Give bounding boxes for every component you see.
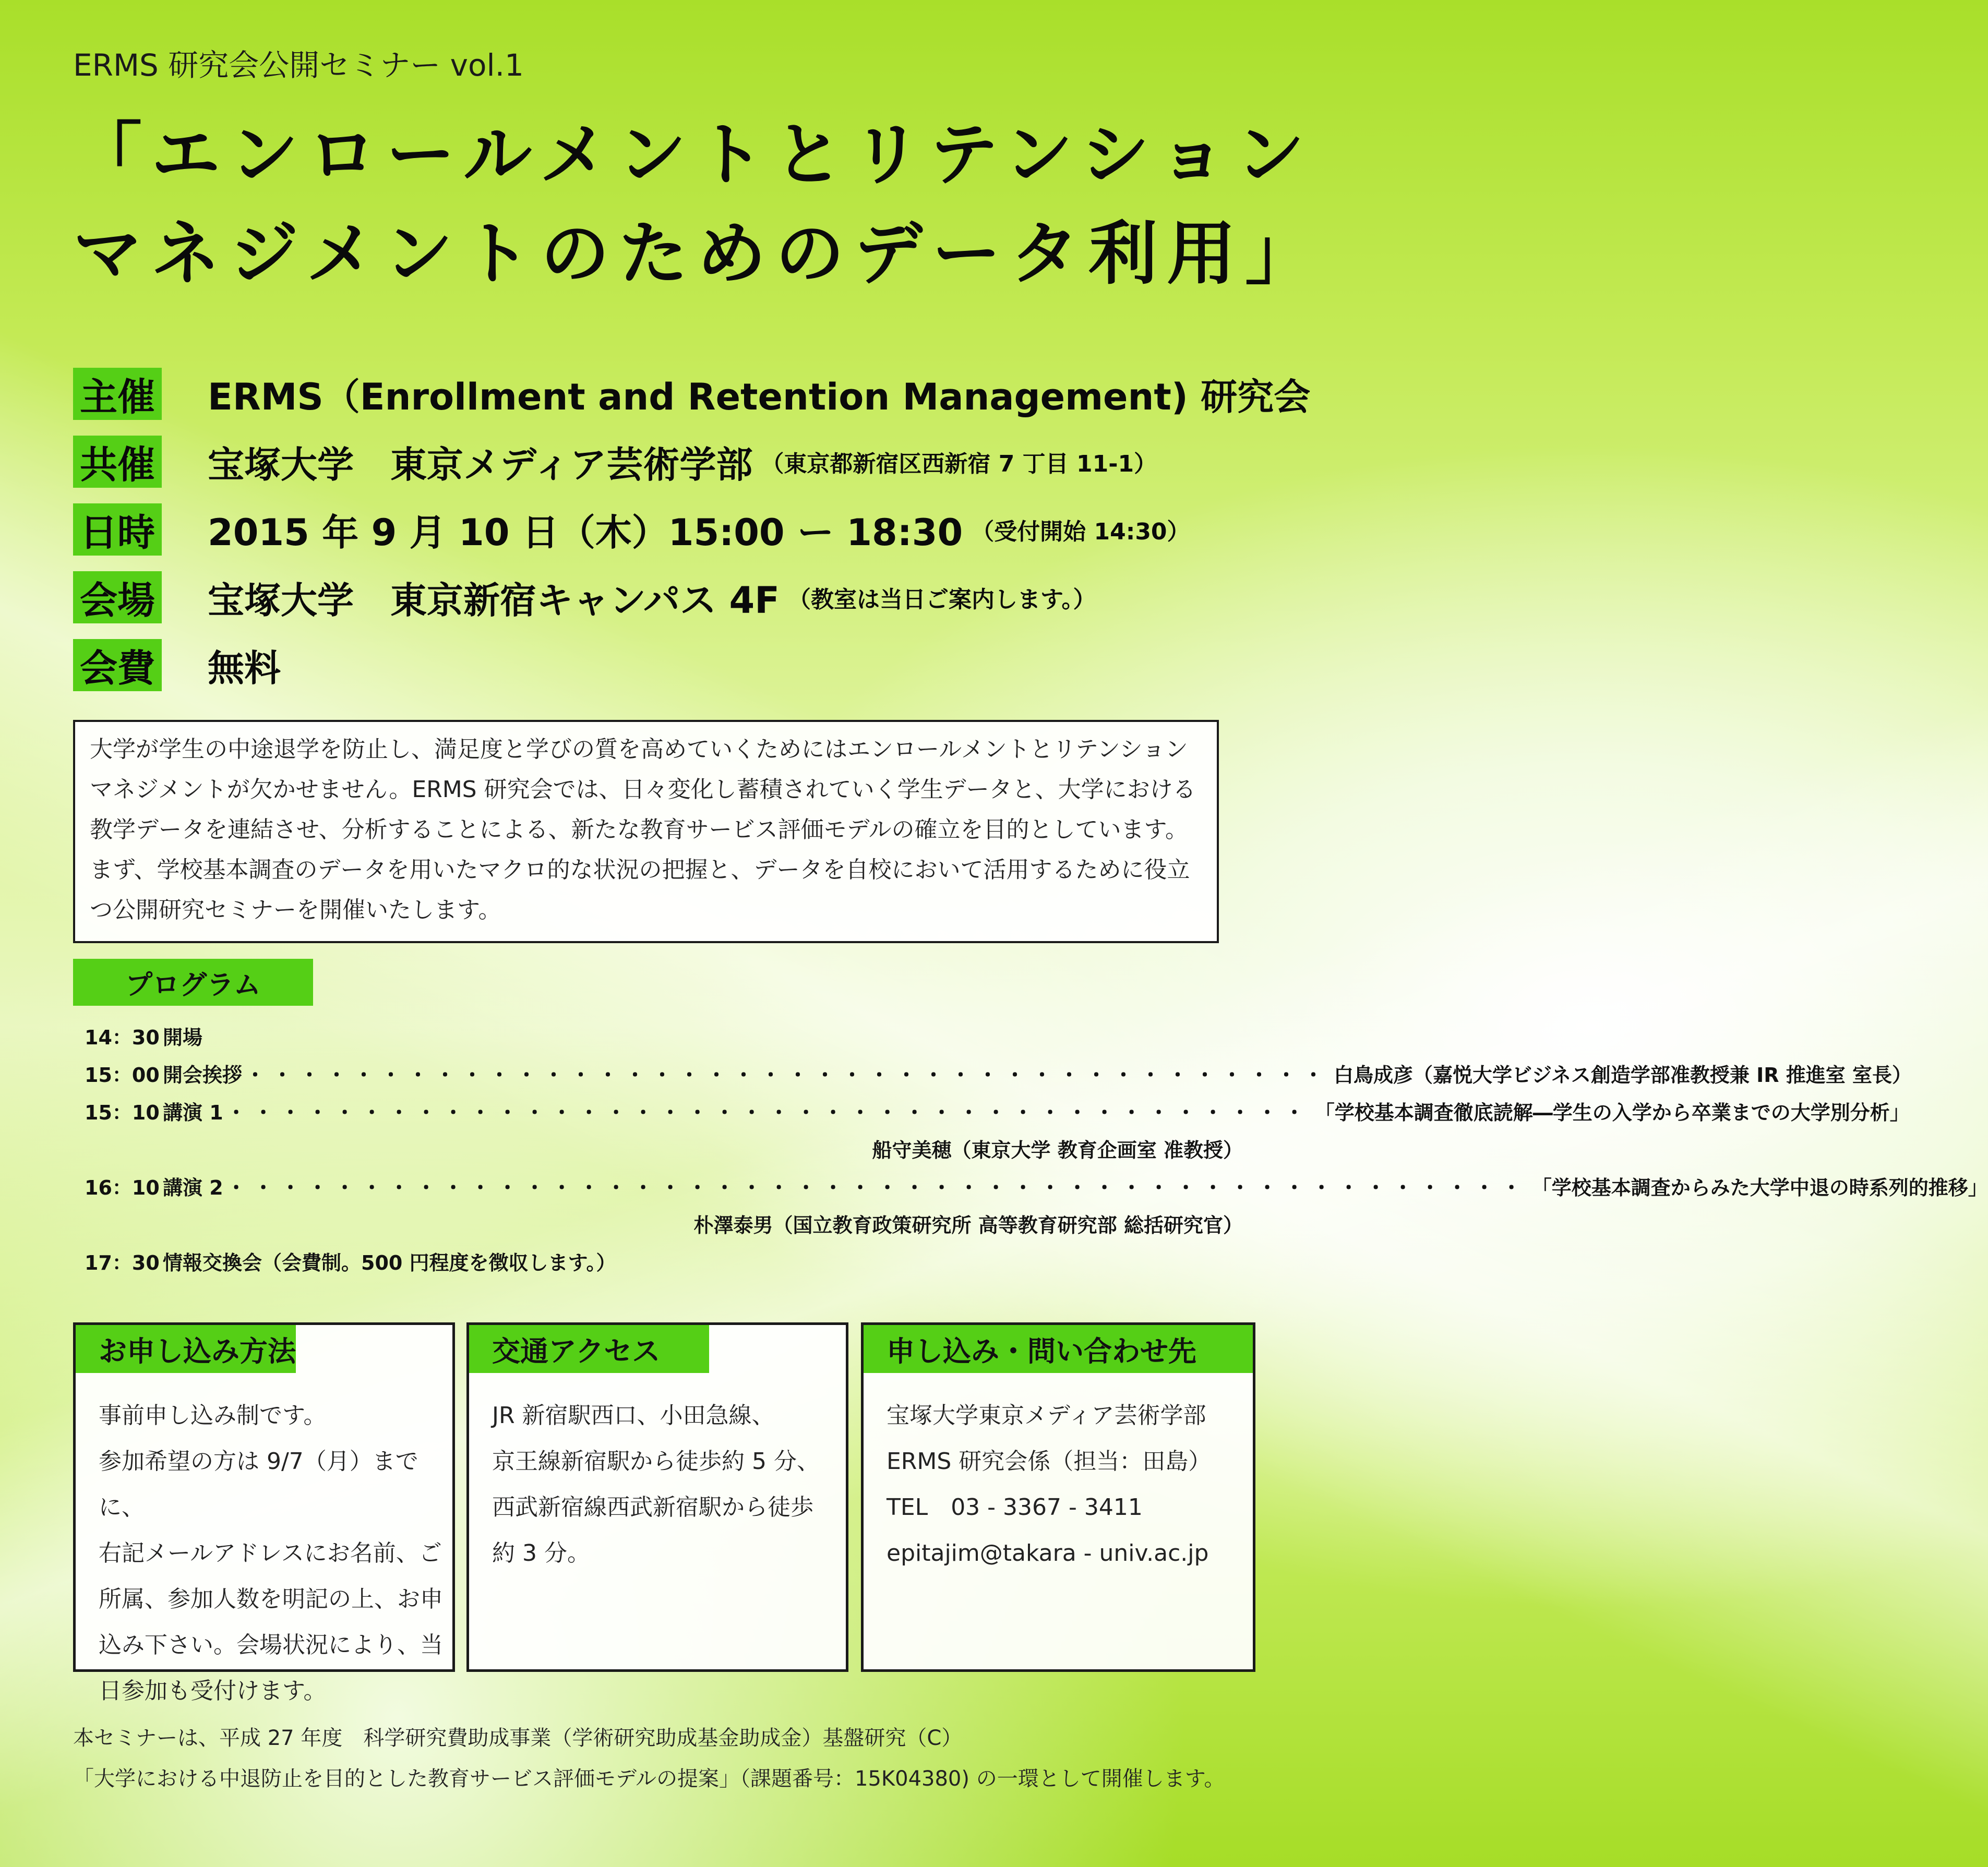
program-talk-title: 「学校基本調査徹底読解―学生の入学から卒業までの大学別分析」 <box>1314 1101 1910 1124</box>
intro-line: 大学が学生の中途退学を防止し、満足度と学びの質を高めていくためにはエンロールメントとリテンション <box>90 736 1188 763</box>
info-label: 会場 <box>73 571 162 623</box>
program-time: 14：30 <box>85 1026 160 1049</box>
footer-line-1: 本セミナーは、平成 27 年度 科学研究費助成事業（学術研究助成基金助成金）基盤研究（C） <box>73 1726 963 1750</box>
program-speaker: 白鳥成彦（嘉悦大学ビジネス創造学部准教授兼 IR 推進室 室長） <box>1334 1064 1912 1087</box>
apply-line: 日参加も受付けます。 <box>99 1678 327 1704</box>
access-line: JR 新宿駅西口、小田急線、 <box>492 1402 775 1429</box>
apply-method-box <box>73 1322 455 1704</box>
info-value: 無料 <box>208 646 281 690</box>
title-line-1: 「エンロールメントとリテンション <box>73 115 1314 195</box>
program-time: 15：10 <box>85 1101 160 1124</box>
access-line: 京王線新宿駅から徒歩約 5 分、 <box>492 1448 820 1475</box>
info-note: （教室は当日ご案内します。） <box>788 586 1096 613</box>
access-body <box>492 1393 820 1576</box>
info-row-venue <box>73 569 1096 626</box>
intro-line: 教学データを連結させ、分析することによる、新たな教育サービス評価モデルの確立を目的としています。 <box>90 816 1188 843</box>
contact-line: 宝塚大学東京メディア芸術学部 <box>887 1402 1206 1429</box>
apply-line: 参加希望の方は 9/7（月）までに、 <box>99 1448 418 1521</box>
intro-line: マネジメントが欠かせません。ERMS 研究会では、日々変化し蓄積されていく学生データと、大学における <box>90 776 1196 803</box>
access-line: 西武新宿線西武新宿駅から徒歩 <box>492 1494 813 1521</box>
info-label: 日時 <box>73 503 162 556</box>
apply-method-body <box>99 1393 452 1714</box>
footer-line-2: 「大学における中退防止を目的とした教育サービス評価モデルの提案」（課題番号：15K04380) の一環として開催します。 <box>73 1767 1225 1791</box>
info-value: ERMS（Enrollment and Retention Management) 研究会 <box>208 375 1311 418</box>
apply-line: 事前申し込み制です。 <box>99 1402 327 1429</box>
program-heading: プログラム <box>73 959 313 1006</box>
access-heading: 交通アクセス <box>469 1325 709 1373</box>
program-name: 開会挨拶 <box>163 1064 243 1087</box>
access-line: 約 3 分。 <box>492 1540 590 1567</box>
title-line-2: マネジメントのためのデータ利用」 <box>73 214 1324 294</box>
program-name: 講演 1 <box>163 1101 223 1124</box>
info-row-cohost <box>73 433 1157 490</box>
program-item <box>85 1172 1988 1200</box>
intro-line: つ公開研究セミナーを開催いたします。 <box>90 897 501 923</box>
info-label: 共催 <box>73 436 162 488</box>
info-label: 会費 <box>73 639 162 691</box>
info-value: 2015 年 9 月 10 日（木）15:00 ー 18:30 <box>208 511 963 554</box>
program-time: 17：30 <box>85 1251 160 1274</box>
contact-email[interactable]: epitajim@takara - univ.ac.jp <box>887 1540 1209 1567</box>
apply-line: 右記メールアドレスにお名前、ご <box>99 1540 442 1567</box>
program-item <box>85 1097 1910 1125</box>
apply-method-heading: お申し込み方法 <box>76 1325 296 1373</box>
program-time: 15：00 <box>85 1064 160 1087</box>
program-talk-title: 「学校基本調査からみた大学中退の時系列的推移」 <box>1531 1176 1988 1199</box>
program-name: 開場 <box>163 1026 203 1049</box>
program-time: 16：10 <box>85 1176 160 1199</box>
access-box <box>466 1322 848 1672</box>
program-name: 講演 2 <box>163 1176 223 1199</box>
info-row-fee <box>73 636 281 694</box>
contact-line: ERMS 研究会係（担当：田島） <box>887 1448 1212 1475</box>
info-note: （東京都新宿区西新宿 7 丁目 11-1） <box>761 451 1157 477</box>
dot-leader: ・・・・・・・・・・・・・・・・・・・・・・・・・・・・・・・・・・・・・・・・ <box>245 1064 1331 1087</box>
program-name: 情報交換会（会費制。500 円程度を徴収します。） <box>163 1251 616 1274</box>
intro-line: まず、学校基本調査のデータを用いたマクロ的な状況の把握と、データを自校において活用するために役立 <box>90 857 1190 883</box>
dot-leader: ・・・・・・・・・・・・・・・・・・・・・・・・・・・・・・・・・・・・・・・・ <box>226 1101 1312 1124</box>
info-value: 宝塚大学 東京新宿キャンパス 4F <box>208 579 780 622</box>
contact-heading: 申し込み・問い合わせ先 <box>864 1325 1253 1373</box>
contact-phone: TEL 03 - 3367 - 3411 <box>887 1494 1143 1521</box>
contact-box <box>861 1322 1255 1672</box>
series-label: ERMS 研究会公開セミナー vol.1 <box>73 47 524 83</box>
contact-body <box>887 1393 1211 1576</box>
program-item <box>85 1021 1242 1050</box>
program-item <box>85 1247 1242 1275</box>
info-note: （受付開始 14:30） <box>971 519 1190 545</box>
info-value: 宝塚大学 東京メディア芸術学部 <box>208 443 753 486</box>
apply-line: 所属、参加人数を明記の上、お申 <box>99 1586 443 1612</box>
program-speaker: 朴澤泰男（国立教育政策研究所 高等教育研究部 総括研究官） <box>693 1214 1243 1237</box>
program-speaker: 船守美穂（東京大学 教育企画室 准教授） <box>872 1139 1243 1162</box>
intro-box <box>73 720 1219 943</box>
dot-leader: ・・・・・・・・・・・・・・・・・・・・・・・・・・・・・・・・・・・・・・・・・・・・・・・・ <box>226 1176 1529 1199</box>
info-label: 主催 <box>73 368 162 420</box>
info-row-datetime <box>73 501 1190 558</box>
apply-line: 込み下さい。会場状況により、当 <box>99 1632 443 1658</box>
program-item <box>85 1059 1912 1088</box>
info-row-organizer <box>73 365 1310 423</box>
